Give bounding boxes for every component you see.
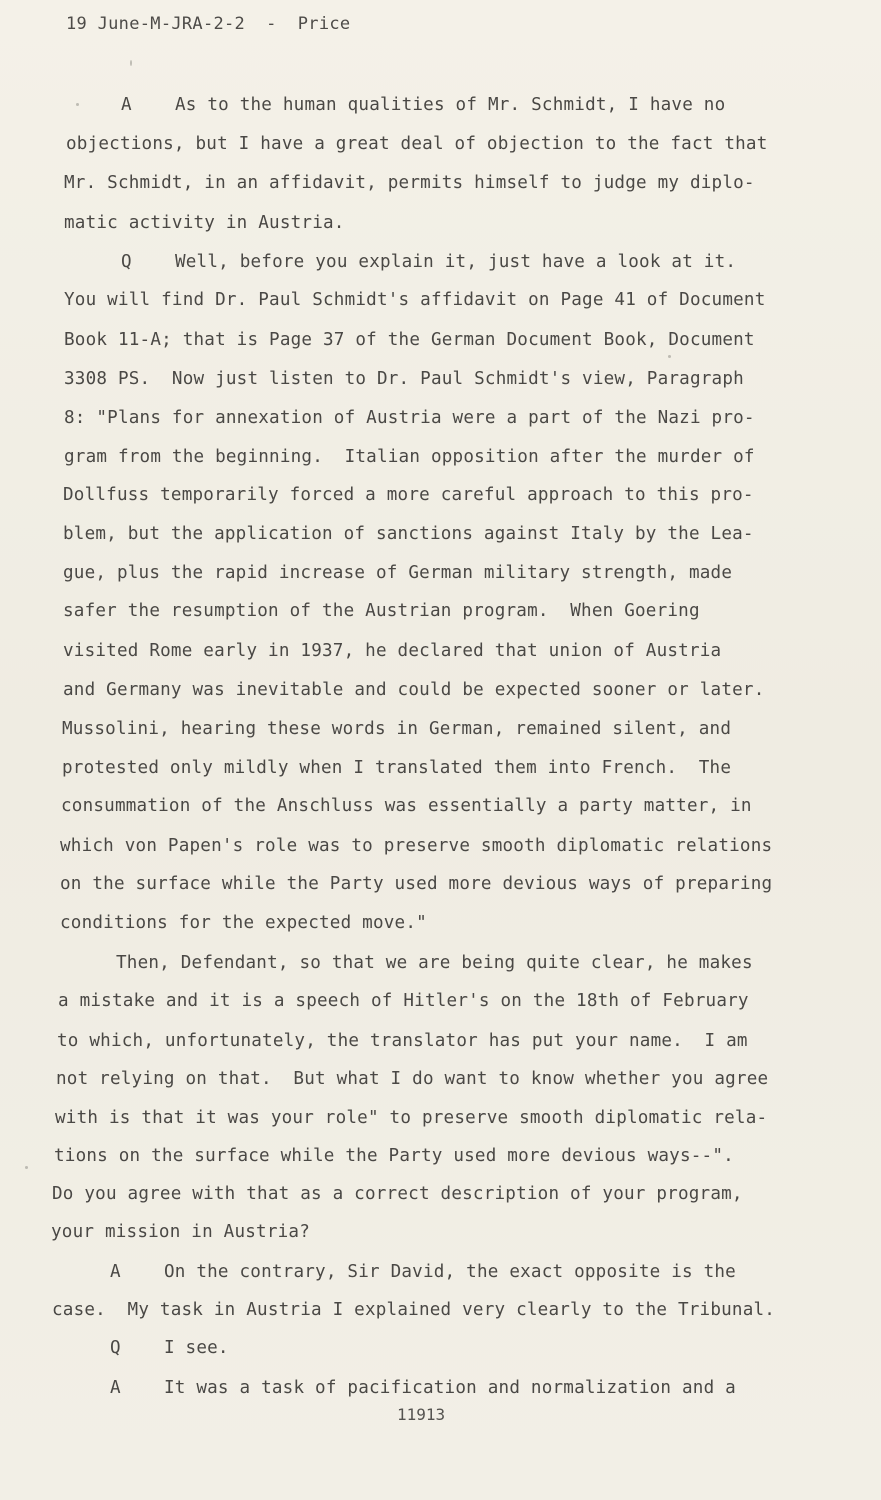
text-line: You will find Dr. Paul Schmidt's affidavit on Page 41 of Document — [64, 290, 766, 310]
text-line: matic activity in Austria. — [64, 213, 345, 233]
page-header: 19 June-M-JRA-2-2 - Price — [66, 14, 351, 34]
text-line: 3308 PS. Now just listen to Dr. Paul Schmidt's view, Paragraph — [64, 369, 744, 389]
text-line: safer the resumption of the Austrian program. When Goering — [63, 601, 700, 621]
text-line: protested only mildly when I translated them into French. The — [62, 758, 732, 778]
text-line: A As to the human qualities of Mr. Schmidt, I have no — [121, 95, 726, 115]
text-line: Q I see. — [110, 1338, 229, 1358]
text-line: to which, unfortunately, the translator has put your name. I am — [57, 1031, 748, 1051]
paper-speck — [668, 355, 671, 358]
paper-speck — [130, 60, 132, 66]
text-line: consummation of the Anschluss was essentially a party matter, in — [61, 796, 752, 816]
paper-speck — [25, 1166, 28, 1169]
text-line: tions on the surface while the Party used more devious ways--". — [54, 1146, 734, 1166]
text-line: and Germany was inevitable and could be expected sooner or later. — [63, 680, 765, 700]
text-line: objections, but I have a great deal of objection to the fact that — [66, 134, 768, 154]
text-line: gue, plus the rapid increase of German military strength, made — [63, 563, 733, 583]
text-line: A On the contrary, Sir David, the exact opposite is the — [110, 1262, 736, 1282]
text-line: Mussolini, hearing these words in German, remained silent, and — [62, 719, 732, 739]
text-line: Do you agree with that as a correct description of your program, — [52, 1184, 743, 1204]
text-line: case. My task in Austria I explained very clearly to the Tribunal. — [52, 1300, 776, 1320]
text-line: gram from the beginning. Italian opposition after the murder of — [64, 447, 755, 467]
text-line: Book 11-A; that is Page 37 of the German Document Book, Document — [64, 330, 755, 350]
text-line: A It was a task of pacification and normalization and a — [110, 1378, 736, 1398]
text-line: visited Rome early in 1937, he declared that union of Austria — [63, 641, 722, 661]
text-line: on the surface while the Party used more devious ways of preparing — [60, 874, 773, 894]
text-line: not relying on that. But what I do want to know whether you agree — [56, 1069, 769, 1089]
text-line: Then, Defendant, so that we are being quite clear, he makes — [116, 953, 753, 973]
text-line: Q Well, before you explain it, just have a look at it. — [121, 252, 737, 272]
text-line: 8: "Plans for annexation of Austria were a part of the Nazi pro- — [64, 408, 755, 428]
text-line: a mistake and it is a speech of Hitler's on the 18th of February — [58, 991, 749, 1011]
text-line: conditions for the expected move." — [60, 913, 427, 933]
text-line: Dollfuss temporarily forced a more careful approach to this pro- — [63, 485, 754, 505]
text-line: with is that it was your role" to preserve smooth diplomatic rela- — [55, 1108, 768, 1128]
text-line: which von Papen's role was to preserve smooth diplomatic relations — [60, 836, 773, 856]
text-line: blem, but the application of sanctions against Italy by the Lea- — [63, 524, 754, 544]
text-line: your mission in Austria? — [51, 1222, 311, 1242]
text-line: Mr. Schmidt, in an affidavit, permits himself to judge my diplo- — [64, 173, 755, 193]
paper-speck — [76, 103, 79, 106]
page-number: 11913 — [397, 1405, 446, 1424]
